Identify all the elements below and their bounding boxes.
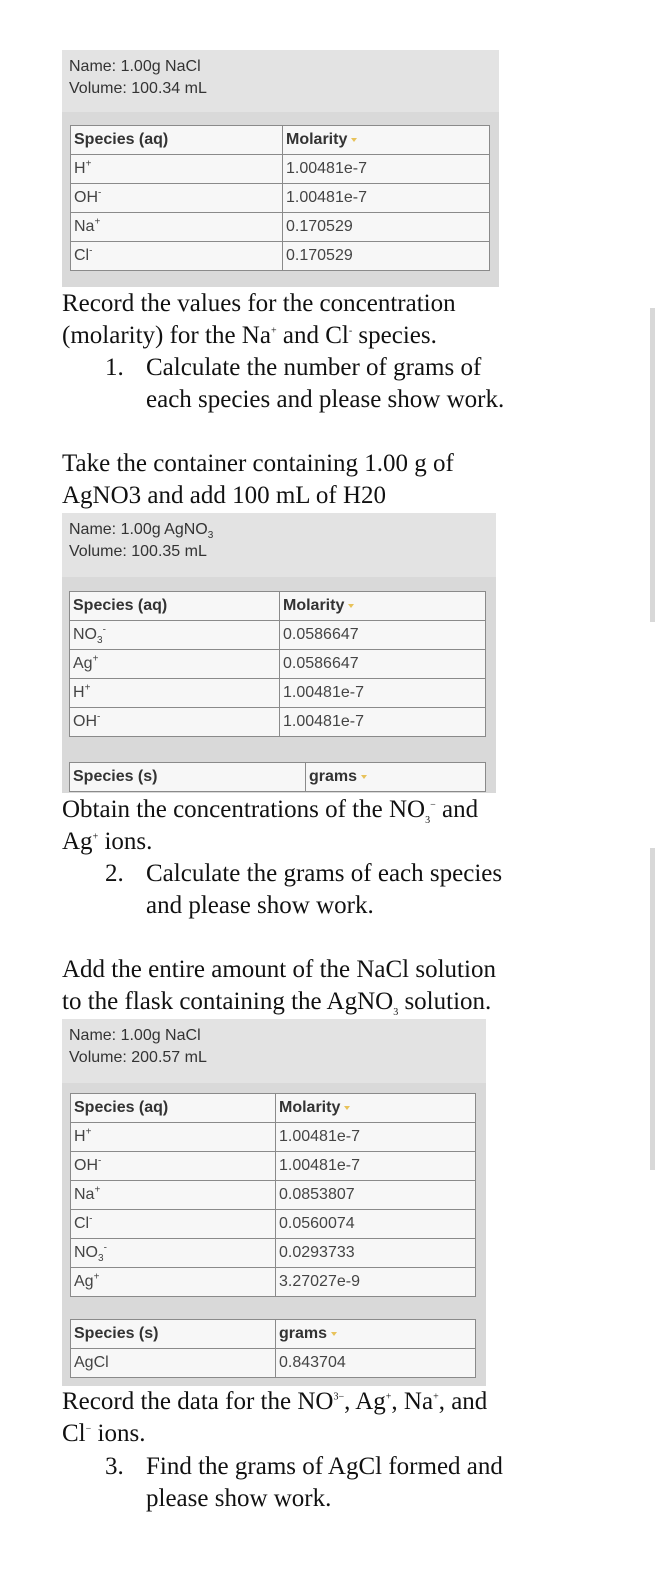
table-row [71,1268,476,1297]
nacl-panel-header [62,50,499,112]
instruction-line: (molarity) for the Na+ and Cl- species. [62,322,437,349]
table-row [70,679,486,708]
molarity-cell: 1.00481e-7 [276,1123,476,1152]
species-cell: Ag+ [71,1268,276,1297]
species-cell: Ag+ [70,650,280,679]
list-item-1 [105,352,605,416]
sort-caret-icon[interactable] [351,138,357,142]
molarity-cell: 0.0560074 [276,1210,476,1239]
list-line: Calculate the number of grams of [146,354,482,381]
mixture-panel [62,1019,486,1386]
species-cell: $NO_3^-$ [70,621,280,650]
grams-column-header[interactable]: grams [306,763,486,792]
table-row [70,708,486,737]
mixture-panel-header [62,1019,486,1083]
solution-name: Name: 1.00g NaCl [69,1027,201,1044]
list-item-3 [105,1451,605,1515]
grams-column-header[interactable]: grams [276,1320,476,1349]
instruction-line: to the flask containing the AgNO$_3$ solution. [62,988,492,1018]
solid-species-cell: AgCl [71,1349,276,1378]
species-cell: Cl- [71,1210,276,1239]
table-row [70,621,486,650]
molarity-column-header[interactable]: Molarity [283,126,490,155]
table-row [71,1152,476,1181]
sort-caret-icon[interactable] [361,775,367,779]
list-line: please show work. [146,1485,332,1512]
list-item-2 [105,858,605,922]
instruction-3 [62,794,622,858]
instruction-line: Add the entire amount of the NaCl solution [62,956,496,983]
right-edge-panel [650,308,655,622]
table-row [71,1181,476,1210]
list-line: Calculate the grams of each species [146,860,503,887]
list-number: 1. [105,354,124,381]
sort-caret-icon[interactable] [344,1106,350,1110]
grams-cell: 0.843704 [276,1349,476,1378]
instruction-line: Cl− ions. [62,1420,146,1447]
instruction-line: Ag+ ions. [62,828,153,855]
molarity-cell: 1.00481e-7 [280,708,486,737]
species-cell: OH- [71,184,283,213]
table-row [71,155,490,184]
table-header-row [71,1094,476,1123]
solution-volume: Volume: 200.57 mL [69,1049,207,1066]
species-cell: Na+ [71,213,283,242]
species-column-header: Species (aq) [71,1094,276,1123]
molarity-cell: 1.00481e-7 [276,1152,476,1181]
molarity-cell: 1.00481e-7 [283,155,490,184]
molarity-cell: 1.00481e-7 [283,184,490,213]
solid-species-table [70,1319,476,1378]
species-table [70,1093,476,1297]
solution-name: Name: 1.00g NaCl [69,58,201,75]
list-line: each species and please show work. [146,386,505,413]
agno3-panel [62,513,496,793]
table-header-row [70,763,486,792]
species-table [70,125,490,271]
agno3-panel-header [62,513,496,577]
table-header-row [71,1320,476,1349]
molarity-cell: 0.0586647 [280,650,486,679]
species-cell: Cl- [71,242,283,271]
table-header-row [71,126,490,155]
table-row [71,1123,476,1152]
table-row [71,213,490,242]
instruction-line: Take the container containing 1.00 g of [62,450,454,477]
table-row [71,1239,476,1268]
molarity-cell: 0.0586647 [280,621,486,650]
molarity-cell: 0.0853807 [276,1181,476,1210]
solution-name: Name: 1.00g AgNO$_3$ [69,521,214,542]
table-row [71,1210,476,1239]
molarity-column-header[interactable]: Molarity [276,1094,476,1123]
nacl-panel [62,50,499,287]
instruction-1 [62,288,622,352]
list-line: and please show work. [146,892,374,919]
species-table [69,591,486,737]
list-number: 2. [105,860,124,887]
instruction-line: Record the values for the concentration [62,290,456,317]
species-cell: OH- [71,1152,276,1181]
instruction-line: AgNO3 and add 100 mL of H20 [62,482,387,509]
instruction-4 [62,954,642,1018]
instruction-line: Obtain the concentrations of the $NO_3^-$ and [62,796,479,826]
species-cell: OH- [70,708,280,737]
solid-species-column-header: Species (s) [70,763,306,792]
table-row [71,1349,476,1378]
table-header-row [70,592,486,621]
table-row [71,242,490,271]
species-column-header: Species (aq) [71,126,283,155]
species-column-header: Species (aq) [70,592,280,621]
instruction-2 [62,448,622,512]
solution-volume: Volume: 100.34 mL [69,80,207,97]
table-row [70,650,486,679]
species-cell: H+ [71,155,283,184]
molarity-cell: 0.0293733 [276,1239,476,1268]
solution-volume: Volume: 100.35 mL [69,543,207,560]
species-cell: Na+ [71,1181,276,1210]
species-cell: $NO_3^-$ [71,1239,276,1268]
solid-species-table [69,762,486,792]
table-row [71,184,490,213]
instruction-line: Record the data for the $NO^{3-}$, Ag+, Na+, and [62,1388,488,1415]
molarity-cell: 3.27027e-9 [276,1268,476,1297]
molarity-cell: 0.170529 [283,242,490,271]
molarity-column-header[interactable]: Molarity [280,592,486,621]
species-cell: H+ [70,679,280,708]
molarity-cell: 0.170529 [283,213,490,242]
list-line: Find the grams of AgCl formed and [146,1453,503,1480]
molarity-cell: 1.00481e-7 [280,679,486,708]
species-cell: H+ [71,1123,276,1152]
solid-species-column-header: Species (s) [71,1320,276,1349]
sort-caret-icon[interactable] [331,1332,337,1336]
sort-caret-icon[interactable] [348,604,354,608]
instruction-5 [62,1386,642,1450]
list-number: 3. [105,1453,124,1480]
right-edge-panel [650,848,655,1170]
